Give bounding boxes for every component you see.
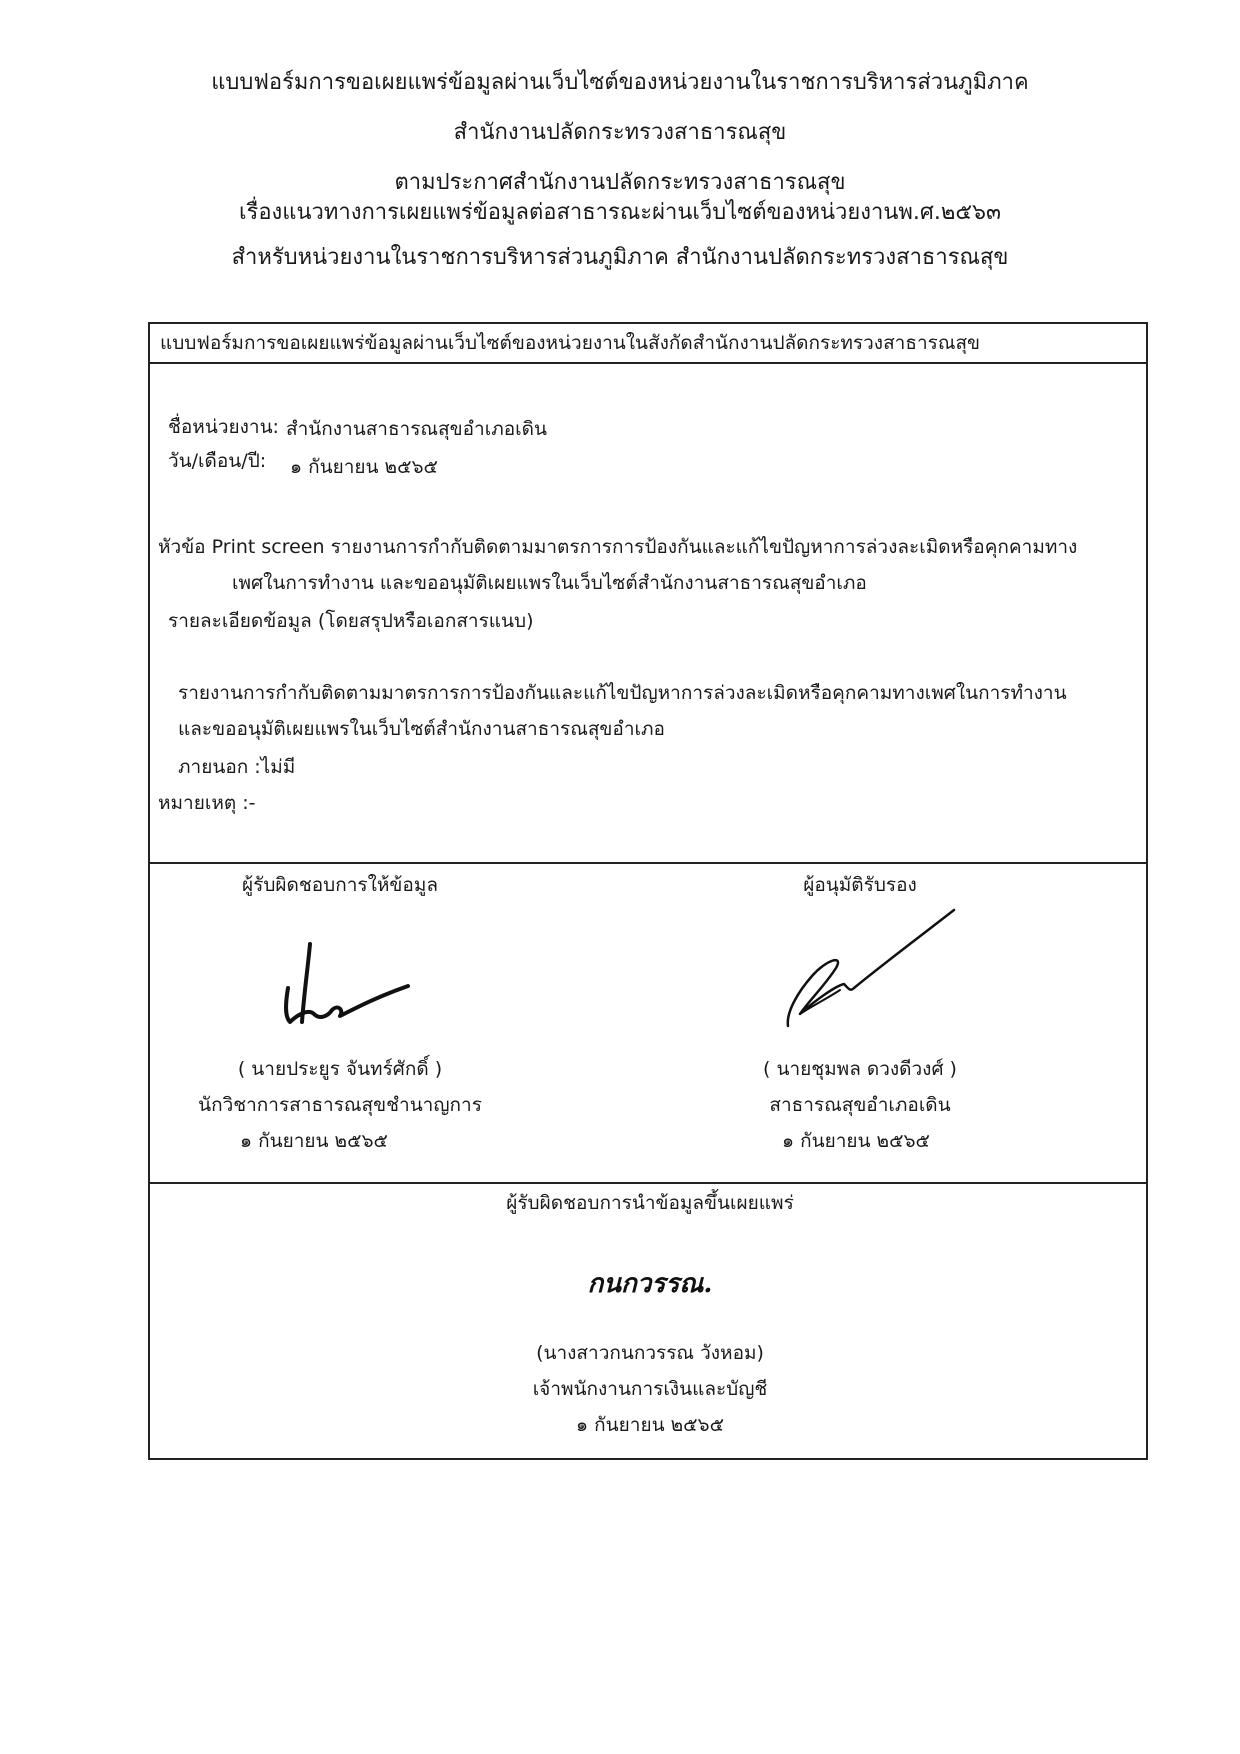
approver-signature — [778, 902, 958, 1032]
date-value: ๑ กันยายน ๒๕๖๕ — [290, 456, 438, 478]
divider-publisher — [150, 1182, 1146, 1184]
responsible-date: ๑ กันยายน ๒๕๖๕ — [240, 1130, 388, 1152]
date-label: วัน/เดือน/ปี: — [168, 450, 267, 472]
header-line-1: แบบฟอร์มการขอเผยแพร่ข้อมูลผ่านเว็บไซต์ของหน่วยงานในราชการบริหารส่วนภูมิภาค — [211, 70, 1029, 95]
header-line-4: เรื่องแนวทางการเผยแพร่ข้อมูลต่อสาธารณะผ่านเว็บไซต์ของหน่วยงานพ.ศ.๒๕๖๓ — [238, 200, 1002, 225]
request-form-box — [148, 322, 1148, 1460]
responsible-position: นักวิชาการสาธารณสุขชำนาญการ — [198, 1094, 482, 1116]
publisher-handwriting: กนกวรรณ. — [587, 1269, 713, 1299]
header-line-5: สำหรับหน่วยงานในราชการบริหารส่วนภูมิภาค สำนักงานปลัดกระทรวงสาธารณสุข — [231, 245, 1009, 270]
header-line-3: ตามประกาศสำนักงานปลัดกระทรวงสาธารณสุข — [394, 170, 846, 195]
approver-name: ( นายชุมพล ดวงดีวงศ์ ) — [763, 1058, 957, 1080]
detail-label: รายละเอียดข้อมูล (โดยสรุปหรือเอกสารแนบ) — [168, 610, 534, 632]
publisher-position: เจ้าพนักงานการเงินและบัญชี — [532, 1378, 768, 1400]
detail-line-1: รายงานการกำกับติดตามมาตรการการป้องกันและแก้ไขปัญหาการล่วงละเมิดหรือคุกคามทางเพศในการทำงาน — [178, 682, 1067, 704]
approver-position: สาธารณสุขอำเภอเดิน — [769, 1094, 951, 1116]
publisher-date: ๑ กันยายน ๒๕๖๕ — [576, 1414, 724, 1436]
approver-heading: ผู้อนุมัติรับรอง — [803, 874, 917, 896]
publisher-heading: ผู้รับผิดชอบการนำข้อมูลขึ้นเผยแพร่ — [506, 1192, 794, 1214]
form-title: แบบฟอร์มการขอเผยแพร่ข้อมูลผ่านเว็บไซต์ของหน่วยงานในสังกัดสำนักงานปลัดกระทรวงสาธารณสุข — [160, 332, 981, 354]
header-line-2: สำนักงานปลัดกระทรวงสาธารณสุข — [453, 120, 787, 145]
topic-line-1: หัวข้อ Print screen รายงานการกำกับติดตามมาตรการการป้องกันและแก้ไขปัญหาการล่วงละเมิดหรือคุกคามทาง — [158, 536, 1078, 558]
publisher-name: (นางสาวกนกวรรณ วังหอม) — [536, 1342, 764, 1364]
agency-label: ชื่อหน่วยงาน: — [168, 416, 279, 438]
note-line: หมายเหตุ :- — [158, 792, 256, 814]
external-line: ภายนอก :ไม่มี — [178, 756, 296, 778]
responsible-signature — [282, 936, 412, 1034]
approver-date: ๑ กันยายน ๒๕๖๕ — [782, 1130, 930, 1152]
divider-title — [150, 362, 1146, 364]
divider-signatures — [150, 862, 1146, 864]
responsible-name: ( นายประยูร จันทร์ศักดิ์ ) — [237, 1058, 443, 1080]
topic-line-2: เพศในการทำงาน และขออนุมัติเผยแพรในเว็บไซต์สำนักงานสาธารณสุขอำเภอ — [232, 572, 867, 594]
detail-line-2: และขออนุมัติเผยแพรในเว็บไซต์สำนักงานสาธารณสุขอำเภอ — [178, 718, 665, 740]
publisher-signature — [570, 1258, 730, 1308]
agency-value: สำนักงานสาธารณสุขอำเภอเดิน — [286, 418, 547, 440]
responsible-heading: ผู้รับผิดชอบการให้ข้อมูล — [242, 874, 438, 896]
